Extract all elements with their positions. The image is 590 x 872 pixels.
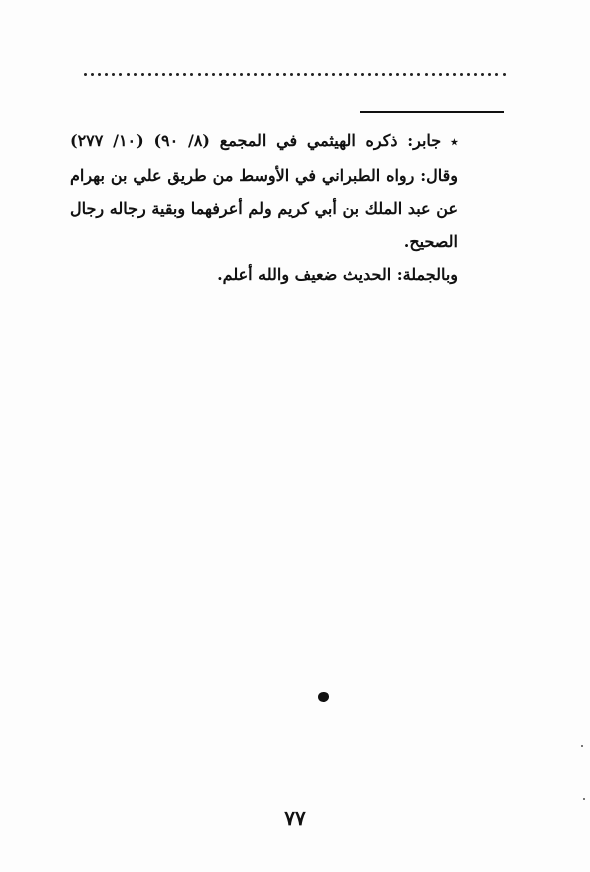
footnote-paragraph-1-text: جابر: ذكره الهيثمي في المجمع (٨/ ٩٠) (١٠/ ٢٧٧) وقال: رواه الطبراني في الأوسط من طريق علي بن بهرام عن عبد الملك بن أبي كريم ولم أعرفهما وبقية رجاله رجال الصحيح. xyxy=(70,131,458,251)
ink-blot xyxy=(318,692,329,702)
footnote-text xyxy=(70,124,458,291)
footnote-marker: ٭ xyxy=(450,135,459,150)
scan-speck xyxy=(581,745,583,747)
dotted-separator xyxy=(84,70,506,78)
scan-speck xyxy=(583,798,585,800)
footnote-paragraph-1 xyxy=(70,124,458,258)
footnote-separator-line xyxy=(360,111,504,113)
footnote-paragraph-2: وبالجملة: الحديث ضعيف والله أعلم. xyxy=(217,265,458,284)
page-number: ٧٧ xyxy=(284,806,306,830)
